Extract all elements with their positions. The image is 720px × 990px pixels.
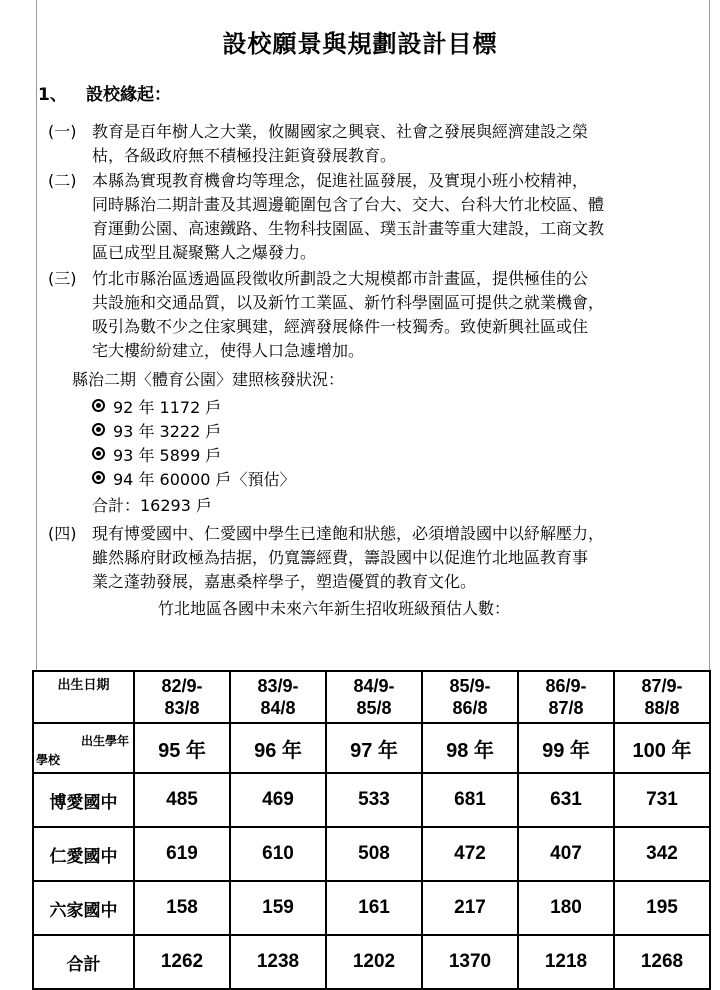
count-cell: 619 [134, 827, 230, 881]
count-cell: 472 [422, 827, 518, 881]
paragraph-marker: (二) [48, 171, 77, 190]
school-year-cell: 98 年 [422, 723, 518, 773]
total-cell: 1262 [134, 935, 230, 989]
count-cell: 407 [518, 827, 614, 881]
paragraph-line: 竹北市縣治區透過區段徵收所劃設之大規模都市計畫區，提供極佳的公 [92, 269, 589, 288]
school-year-cell: 97 年 [326, 723, 422, 773]
total-cell: 1202 [326, 935, 422, 989]
paragraph-line: 本縣為實現教育機會均等理念，促進社區發展，及實現小班小校精神， [92, 171, 589, 190]
count-cell: 533 [326, 773, 422, 827]
school-name: 博愛國中 [33, 773, 134, 827]
count-cell: 159 [230, 881, 326, 935]
count-cell: 681 [422, 773, 518, 827]
permits-total: 合計：16293 戶 [92, 496, 212, 515]
birth-date-header: 出生日期 [33, 671, 134, 723]
paragraph-line: 現有博愛國中、仁愛國中學生已達飽和狀態，必須增設國中以紓解壓力， [92, 524, 605, 543]
corner-header [33, 723, 134, 773]
count-cell: 180 [518, 881, 614, 935]
total-cell: 1218 [518, 935, 614, 989]
school-year-cell: 99 年 [518, 723, 614, 773]
count-cell: 217 [422, 881, 518, 935]
total-cell: 1268 [614, 935, 710, 989]
paragraph-line: 業之蓬勃發展，嘉惠桑梓學子，塑造優質的教育文化。 [92, 572, 477, 591]
paragraph-line: 區已成型且凝聚驚人之爆發力。 [92, 243, 317, 262]
count-cell: 631 [518, 773, 614, 827]
paragraph-marker: (三) [48, 269, 77, 288]
paragraph-line: 共設施和交通品質，以及新竹工業區、新竹科學園區可提供之就業機會， [92, 293, 605, 312]
count-cell: 469 [230, 773, 326, 827]
birth-period-cell: 85/9- 86/8 [422, 671, 518, 723]
paragraph-line: 枯，各級政府無不積極投注鉅資發展教育。 [92, 146, 397, 165]
table-row [33, 881, 710, 935]
birth-period-cell: 83/9- 84/8 [230, 671, 326, 723]
school-year-row [33, 723, 710, 773]
permit-item: 93 年 5899 戶 [92, 444, 221, 468]
birth-period-cell: 86/9- 87/8 [518, 671, 614, 723]
count-cell: 485 [134, 773, 230, 827]
school-name: 六家國中 [33, 881, 134, 935]
bullet-icon [92, 399, 105, 412]
birth-period-row [33, 671, 710, 723]
corner-bottom-label: 學校 [36, 753, 61, 767]
paragraph-line: 同時縣治二期計畫及其週邊範圍包含了台大、交大、台科大竹北校區、體 [92, 195, 605, 214]
bullet-icon [92, 423, 105, 436]
section-title: 設校緣起： [86, 85, 171, 105]
count-cell: 731 [614, 773, 710, 827]
total-row [33, 935, 710, 989]
paragraph-marker: (四) [48, 524, 77, 543]
page-title: 設校願景與規劃設計目標 [222, 30, 498, 58]
table-row [33, 827, 710, 881]
paragraph-line: 教育是百年樹人之大業，攸關國家之興衰、社會之發展與經濟建設之榮 [92, 122, 589, 141]
enrollment-table [32, 670, 711, 990]
paragraph-line: 育運動公園、高速鐵路、生物科技園區、璞玉計畫等重大建設，工商文教 [92, 219, 605, 238]
permit-item: 92 年 1172 戶 [92, 396, 221, 420]
paragraph-marker: (一) [48, 122, 77, 141]
section-number: 1、 [38, 85, 67, 105]
section-heading [38, 80, 171, 105]
table-row [33, 773, 710, 827]
paragraph-line: 雖然縣府財政極為拮据，仍寬籌經費，籌設國中以促進竹北地區教育事 [92, 548, 589, 567]
total-cell: 1370 [422, 935, 518, 989]
permit-item: 94 年 60000 戶〈預估〉 [92, 468, 296, 492]
birth-period-cell: 87/9- 88/8 [614, 671, 710, 723]
birth-period-cell: 82/9- 83/8 [134, 671, 230, 723]
permits-heading: 縣治二期〈體育公園〉建照核發狀況： [72, 370, 345, 389]
paragraph-line: 宅大樓紛紛建立，使得人口急遽增加。 [92, 341, 365, 360]
permit-item: 93 年 3222 戶 [92, 420, 221, 444]
count-cell: 158 [134, 881, 230, 935]
table-caption: 竹北地區各國中未來六年新生招收班級預估人數： [158, 599, 511, 618]
paragraph-line: 吸引為數不少之住家興建，經濟發展條件一枝獨秀。致使新興社區或住 [92, 317, 589, 336]
school-name: 仁愛國中 [33, 827, 134, 881]
school-year-cell: 96 年 [230, 723, 326, 773]
corner-top-label: 出生學年 [80, 734, 129, 748]
bullet-icon [92, 447, 105, 460]
school-year-cell: 95 年 [134, 723, 230, 773]
count-cell: 195 [614, 881, 710, 935]
count-cell: 610 [230, 827, 326, 881]
count-cell: 161 [326, 881, 422, 935]
total-cell: 1238 [230, 935, 326, 989]
count-cell: 342 [614, 827, 710, 881]
bullet-icon [92, 471, 105, 484]
total-label: 合計 [33, 935, 134, 989]
count-cell: 508 [326, 827, 422, 881]
birth-period-cell: 84/9- 85/8 [326, 671, 422, 723]
school-year-cell: 100 年 [614, 723, 710, 773]
